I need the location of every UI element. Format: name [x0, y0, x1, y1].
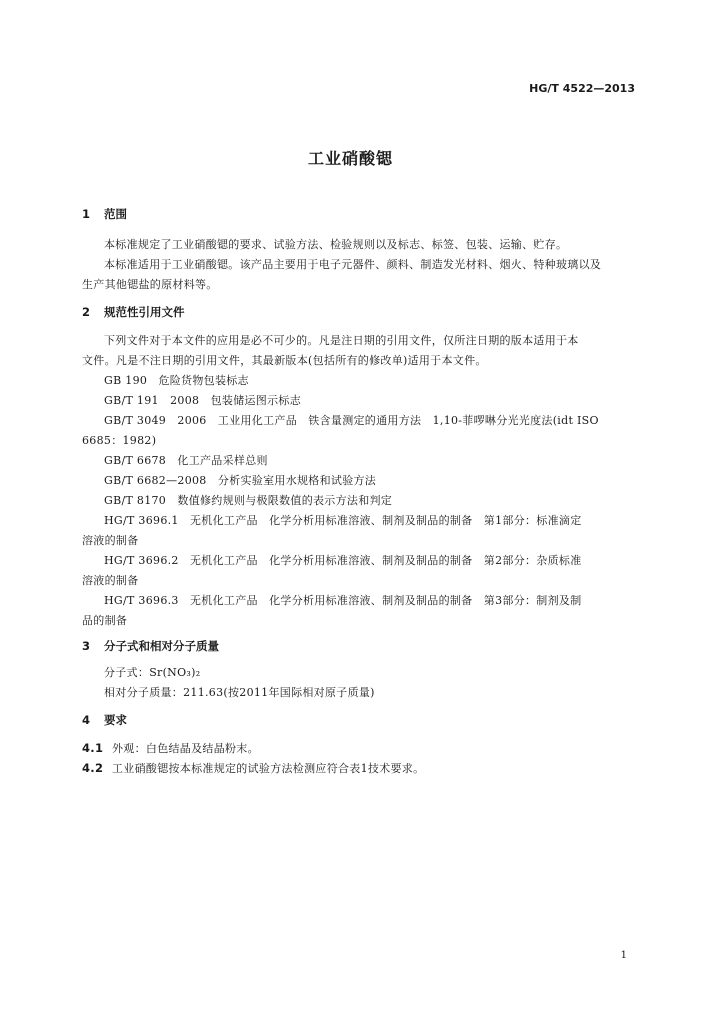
section-1-heading [82, 206, 127, 222]
section-title: 分子式和相对分子质量 [104, 639, 219, 653]
section-number: 1 [82, 207, 91, 221]
reference-line: GB/T 6682—2008 分析实验室用水规格和试验方法 [104, 474, 377, 487]
clause-number: 4.1 [82, 741, 104, 755]
section-number: 2 [82, 305, 91, 319]
clause-4-1 [82, 740, 259, 756]
molecular-mass: 相对分子质量：211.63(按2011年国际相对原子质量) [104, 686, 375, 699]
reference-line: GB/T 3049 2006 工业用化工产品 铁含量测定的通用方法 1,10-菲啰啉分光光度法(idt ISO [104, 414, 599, 427]
clause-4-2 [82, 760, 424, 776]
paragraph-line: 下列文件对于本文件的应用是必不可少的。凡是注日期的引用文件，仅所注日期的版本适用于本 [104, 334, 579, 347]
clause-text: 工业硝酸锶按本标准规定的试验方法检测应符合表1技术要求。 [112, 762, 425, 775]
reference-line: GB/T 191 2008 包装储运图示标志 [104, 394, 301, 407]
section-title: 范围 [104, 207, 127, 221]
page-title: 工业硝酸锶 [307, 149, 393, 168]
reference-line: GB 190 危险货物包装标志 [104, 374, 249, 387]
clause-number: 4.2 [82, 761, 104, 775]
molecular-formula: 分子式：Sr(NO₃)₂ [104, 666, 201, 679]
standard-number: HG/T 4522—2013 [529, 82, 635, 95]
section-title: 规范性引用文件 [104, 305, 185, 319]
section-3-heading [82, 638, 219, 654]
reference-line: 6685：1982) [82, 434, 157, 447]
reference-line: HG/T 3696.2 无机化工产品 化学分析用标准溶液、制剂及制品的制备 第2部分：杂质标准 [104, 554, 582, 567]
reference-line: HG/T 3696.1 无机化工产品 化学分析用标准溶液、制剂及制品的制备 第1部分：标准滴定 [104, 514, 582, 527]
section-4-heading [82, 712, 127, 728]
paragraph-line: 文件。凡是不注日期的引用文件，其最新版本(包括所有的修改单)适用于本文件。 [82, 354, 487, 367]
section-title: 要求 [104, 713, 127, 727]
page-number: 1 [620, 950, 627, 961]
reference-line: 溶液的制备 [82, 574, 139, 587]
reference-line: 溶液的制备 [82, 534, 139, 547]
reference-line: HG/T 3696.3 无机化工产品 化学分析用标准溶液、制剂及制品的制备 第3部分：制剂及制 [104, 594, 582, 607]
paragraph-line: 本标准适用于工业硝酸锶。该产品主要用于电子元器件、颜料、制造发光材料、烟火、特种玻璃以及 [104, 258, 602, 271]
section-number: 4 [82, 713, 91, 727]
section-2-heading [82, 304, 185, 320]
reference-line: GB/T 6678 化工产品采样总则 [104, 454, 268, 467]
reference-line: GB/T 8170 数值修约规则与极限数值的表示方法和判定 [104, 494, 393, 507]
paragraph-line: 生产其他锶盐的原材料等。 [82, 278, 218, 291]
reference-line: 品的制备 [82, 614, 128, 627]
paragraph-line: 本标准规定了工业硝酸锶的要求、试验方法、检验规则以及标志、标签、包装、运输、贮存。 [104, 238, 568, 251]
section-number: 3 [82, 639, 91, 653]
clause-text: 外观：白色结晶及结晶粉末。 [112, 742, 259, 755]
